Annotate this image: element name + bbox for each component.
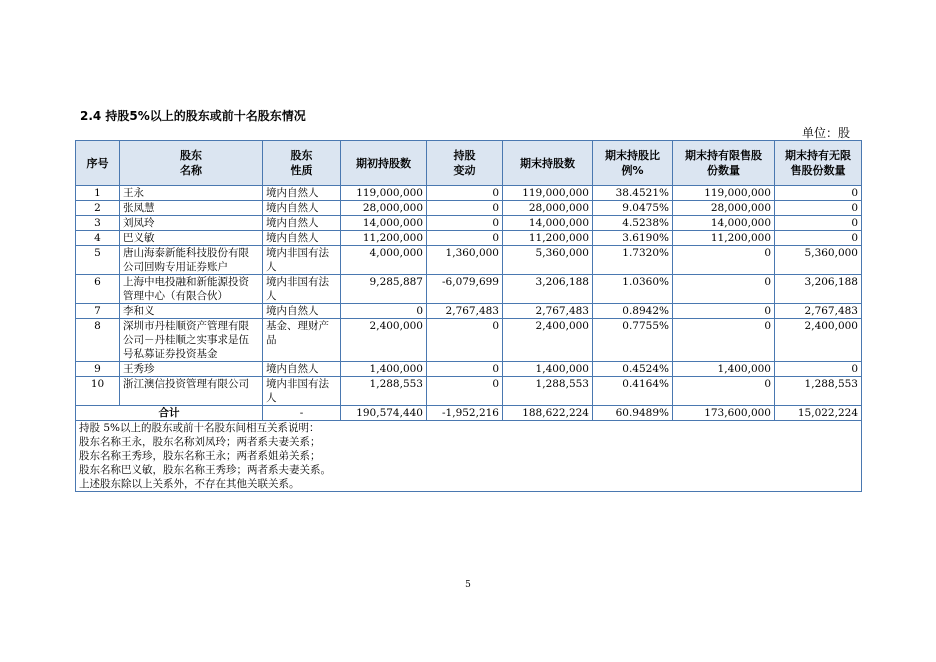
cell-ratio: 1.7320% xyxy=(593,246,673,275)
header-restricted: 期末持有限售股 份数量 xyxy=(673,141,775,186)
cell-begin: 2,400,000 xyxy=(341,319,427,362)
table-row xyxy=(76,304,862,319)
cell-seq: 6 xyxy=(76,275,120,304)
cell-seq: 8 xyxy=(76,319,120,362)
total-row xyxy=(76,406,862,421)
cell-unrestricted: 0 xyxy=(775,201,862,216)
cell-change: 0 xyxy=(427,362,503,377)
note-line: 股东名称巴义敏，股东名称王秀珍；两者系夫妻关系。 xyxy=(79,464,331,476)
cell-seq: 5 xyxy=(76,246,120,275)
cell-name: 巴义敏 xyxy=(120,231,263,246)
total-nature: - xyxy=(263,406,341,421)
cell-nature: 境内自然人 xyxy=(263,216,341,231)
cell-restricted: 14,000,000 xyxy=(673,216,775,231)
cell-ratio: 3.6190% xyxy=(593,231,673,246)
cell-ratio: 9.0475% xyxy=(593,201,673,216)
cell-begin: 28,000,000 xyxy=(341,201,427,216)
cell-nature: 境内自然人 xyxy=(263,362,341,377)
total-begin: 190,574,440 xyxy=(341,406,427,421)
note-line: 持股 5%以上的股东或前十名股东间相互关系说明： xyxy=(79,422,320,434)
cell-nature: 境内非国有法人 xyxy=(263,377,341,406)
cell-change: 2,767,483 xyxy=(427,304,503,319)
cell-restricted: 0 xyxy=(673,246,775,275)
cell-restricted: 0 xyxy=(673,275,775,304)
page-number: 5 xyxy=(465,580,471,590)
unit-label: 单位：股 xyxy=(801,126,850,140)
table-row xyxy=(76,216,862,231)
cell-seq: 3 xyxy=(76,216,120,231)
header-end: 期末持股数 xyxy=(503,141,593,186)
total-restricted: 173,600,000 xyxy=(673,406,775,421)
cell-unrestricted: 0 xyxy=(775,216,862,231)
cell-nature: 境内非国有法人 xyxy=(263,275,341,304)
cell-seq: 7 xyxy=(76,304,120,319)
cell-end: 14,000,000 xyxy=(503,216,593,231)
cell-name: 唐山海泰新能科技股份有限公司回购专用证券账户 xyxy=(120,246,263,275)
header-ratio: 期末持股比 例% xyxy=(593,141,673,186)
cell-begin: 4,000,000 xyxy=(341,246,427,275)
cell-change: 0 xyxy=(427,186,503,201)
cell-ratio: 1.0360% xyxy=(593,275,673,304)
cell-restricted: 28,000,000 xyxy=(673,201,775,216)
cell-begin: 11,200,000 xyxy=(341,231,427,246)
total-label: 合计 xyxy=(76,406,263,421)
cell-restricted: 0 xyxy=(673,377,775,406)
cell-end: 119,000,000 xyxy=(503,186,593,201)
cell-change: 0 xyxy=(427,319,503,362)
cell-begin: 9,285,887 xyxy=(341,275,427,304)
cell-ratio: 0.8942% xyxy=(593,304,673,319)
note-line: 股东名称王永，股东名称刘凤玲；两者系夫妻关系； xyxy=(79,436,321,448)
table-row xyxy=(76,201,862,216)
cell-ratio: 0.4524% xyxy=(593,362,673,377)
cell-end: 11,200,000 xyxy=(503,231,593,246)
cell-unrestricted: 0 xyxy=(775,186,862,201)
cell-nature: 基金、理财产品 xyxy=(263,319,341,362)
cell-end: 2,400,000 xyxy=(503,319,593,362)
cell-change: 0 xyxy=(427,231,503,246)
total-unrestricted: 15,022,224 xyxy=(775,406,862,421)
cell-end: 28,000,000 xyxy=(503,201,593,216)
table-row xyxy=(76,246,862,275)
cell-seq: 4 xyxy=(76,231,120,246)
table-row xyxy=(76,362,862,377)
cell-ratio: 38.4521% xyxy=(593,186,673,201)
cell-begin: 119,000,000 xyxy=(341,186,427,201)
section-title: 2.4 持股5%以上的股东或前十名股东情况 xyxy=(80,109,306,123)
total-ratio: 60.9489% xyxy=(593,406,673,421)
total-end: 188,622,224 xyxy=(503,406,593,421)
header-seq: 序号 xyxy=(76,141,120,186)
cell-change: -6,079,699 xyxy=(427,275,503,304)
header-begin: 期初持股数 xyxy=(341,141,427,186)
cell-seq: 10 xyxy=(76,377,120,406)
cell-unrestricted: 1,288,553 xyxy=(775,377,862,406)
table-row xyxy=(76,319,862,362)
table-row xyxy=(76,377,862,406)
cell-change: 0 xyxy=(427,377,503,406)
cell-end: 5,360,000 xyxy=(503,246,593,275)
cell-name: 张凤慧 xyxy=(120,201,263,216)
header-change: 持股 变动 xyxy=(427,141,503,186)
cell-begin: 1,288,553 xyxy=(341,377,427,406)
cell-nature: 境内自然人 xyxy=(263,231,341,246)
cell-end: 1,288,553 xyxy=(503,377,593,406)
cell-restricted: 11,200,000 xyxy=(673,231,775,246)
cell-nature: 境内自然人 xyxy=(263,201,341,216)
total-change: -1,952,216 xyxy=(427,406,503,421)
notes-row xyxy=(76,421,862,492)
cell-unrestricted: 0 xyxy=(775,362,862,377)
cell-seq: 2 xyxy=(76,201,120,216)
table-row xyxy=(76,231,862,246)
cell-begin: 14,000,000 xyxy=(341,216,427,231)
cell-nature: 境内自然人 xyxy=(263,186,341,201)
cell-ratio: 4.5238% xyxy=(593,216,673,231)
table-row xyxy=(76,275,862,304)
shareholders-table xyxy=(75,140,862,492)
cell-end: 1,400,000 xyxy=(503,362,593,377)
cell-unrestricted: 2,767,483 xyxy=(775,304,862,319)
cell-name: 王永 xyxy=(120,186,263,201)
cell-unrestricted: 5,360,000 xyxy=(775,246,862,275)
cell-nature: 境内自然人 xyxy=(263,304,341,319)
cell-name: 刘凤玲 xyxy=(120,216,263,231)
cell-restricted: 0 xyxy=(673,319,775,362)
cell-unrestricted: 2,400,000 xyxy=(775,319,862,362)
cell-change: 1,360,000 xyxy=(427,246,503,275)
cell-begin: 1,400,000 xyxy=(341,362,427,377)
cell-ratio: 0.4164% xyxy=(593,377,673,406)
cell-unrestricted: 3,206,188 xyxy=(775,275,862,304)
cell-end: 3,206,188 xyxy=(503,275,593,304)
cell-unrestricted: 0 xyxy=(775,231,862,246)
cell-name: 王秀珍 xyxy=(120,362,263,377)
cell-restricted: 119,000,000 xyxy=(673,186,775,201)
note-line: 上述股东除以上关系外，不存在其他关联关系。 xyxy=(79,478,300,490)
header-nature: 股东 性质 xyxy=(263,141,341,186)
cell-seq: 1 xyxy=(76,186,120,201)
cell-end: 2,767,483 xyxy=(503,304,593,319)
cell-restricted: 0 xyxy=(673,304,775,319)
cell-ratio: 0.7755% xyxy=(593,319,673,362)
cell-begin: 0 xyxy=(341,304,427,319)
cell-name: 上海中电投融和新能源投资管理中心（有限合伙） xyxy=(120,275,263,304)
cell-restricted: 1,400,000 xyxy=(673,362,775,377)
header-unrestricted: 期末持有无限 售股份数量 xyxy=(775,141,862,186)
cell-name: 深圳市丹桂顺资产管理有限公司－丹桂顺之实事求是伍号私募证券投资基金 xyxy=(120,319,263,362)
cell-change: 0 xyxy=(427,216,503,231)
table-row xyxy=(76,186,862,201)
relationship-notes xyxy=(76,421,862,492)
cell-name: 李和义 xyxy=(120,304,263,319)
cell-change: 0 xyxy=(427,201,503,216)
header-name: 股东 名称 xyxy=(120,141,263,186)
cell-seq: 9 xyxy=(76,362,120,377)
cell-name: 浙江澳信投资管理有限公司 xyxy=(120,377,263,406)
cell-nature: 境内非国有法人 xyxy=(263,246,341,275)
table-header-row xyxy=(76,141,862,186)
note-line: 股东名称王秀珍，股东名称王永；两者系姐弟关系； xyxy=(79,450,321,462)
